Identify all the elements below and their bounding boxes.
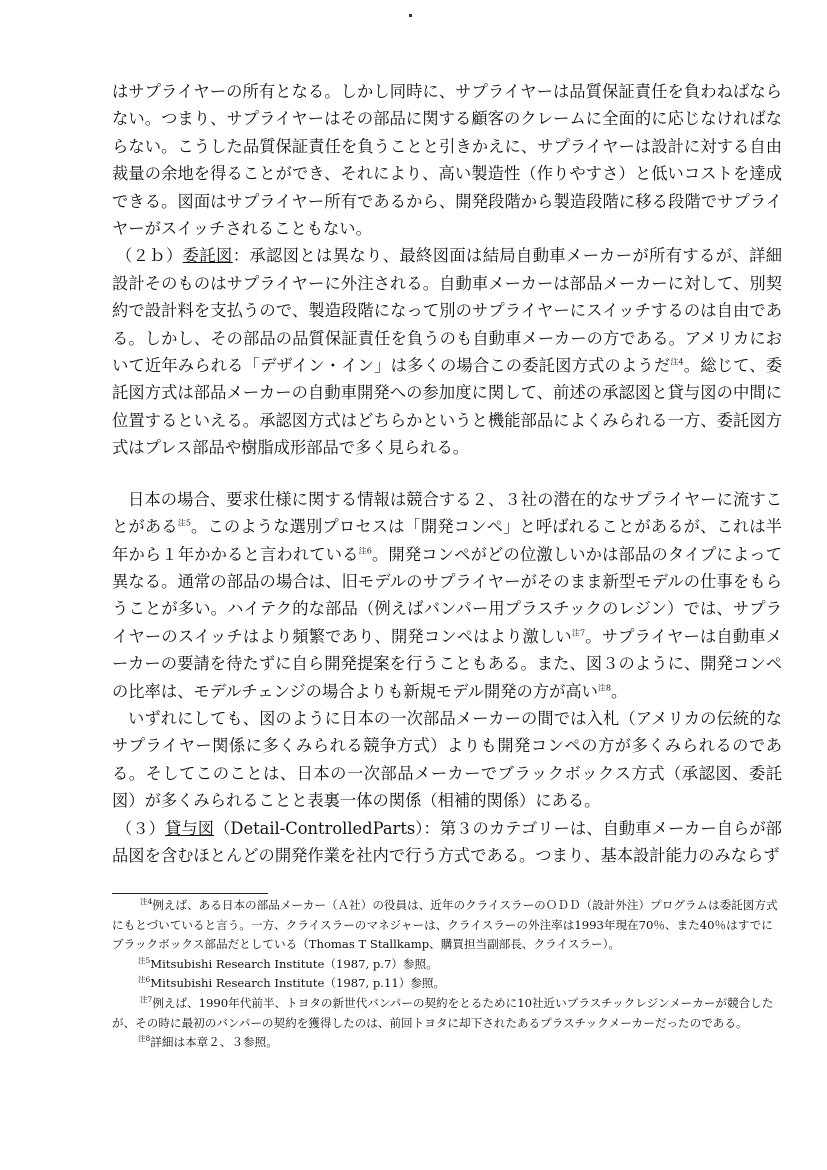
- term-consignment-drawing: 委託図: [182, 246, 233, 266]
- paragraph-consignment-drawing: （２ｂ）委託図：承認図とは異なり、最終図面は結局自動車メーカーが所有するが、詳細設計そのものはサプライヤーに外注される。自動車メーカーは部品メーカーに対して、別契約で設計料を支払うので、製造段階になって別のサプライヤーにスイッチするのは自由である。しかし、その部品の品質保証責任を負うのも自動車メーカーの方である。アメリカにおいて近年みられる「デザイン・イン」は多くの場合この委託図方式のようだ$^{注4}$。総じて、委託図方式は部品メーカーの自動車開発への参加度に関して、前述の承認図と貸与図の中間に位置するといえる。承認図方式はどちらかというと機能部品によくみられる一方、委託図方式はプレス部品や樹脂成形部品で多く見られる。: [112, 246, 782, 458]
- page-top-mark: [409, 14, 412, 17]
- footnote-6: $^{注6}$Mitsubishi Research Institute（1987, p.11）参照。: [138, 975, 446, 991]
- paragraph-bidding-vs-competition: いずれにしても、図のように日本の一次部品メーカーの間では入札（アメリカの伝統的なサプライヤー関係に多くみられる競争方式）よりも開発コンペの方が多くみられるのである。そしてこのことは、日本の一次部品メーカーでブラックボックス方式（承認図、委託図）が多くみられることと表裏一体の関係（相補的関係）にある。: [112, 708, 782, 811]
- paragraph-ownership: はサプライヤーの所有となる。しかし同時に、サプライヤーは品質保証責任を負わねばならない。つまり、サプライヤーはその部品に関する顧客のクレームに全面的に応じなければならない。こうした品質保証責任を負うことと引きかえに、サプライヤーは設計に対する自由裁量の余地を得ることができ、それにより、高い製造性（作りやすさ）と低いコストを達成できる。図面はサプライヤー所有であるから、開発段階から製造段階に移る段階でサプライヤーがスイッチされることもない。: [112, 82, 782, 239]
- footnote-ref-4: 注4: [670, 357, 684, 367]
- footnote-4: $^{注4}$例えば、ある日本の部品メーカー（Ａ社）の役員は、近年のクライスラーのＯＤＤ（設計外注）プログラムは委託図方式にもとづいていると言う。一方、クライスラーのマネジャーは、クライスラーの外注率は1993年現在70％、また40％はすでにブラックボックス部品だとしている（Thomas T Stallkamp、購買担当副部長、クライスラー）。: [112, 897, 778, 952]
- footnote-7: $^{注7}$例えば、1990年代前半、トヨタの新世代バンパーの契約をとるために10社近いプラスチックレジンメーカーが競合したが、その時に最初のバンパーの契約を獲得したのは、前回トヨタに却下されたあるプラスチックメーカーだったのである。: [112, 995, 774, 1030]
- footnote-8: $^{注8}$詳細は本章２、３参照。: [138, 1034, 278, 1050]
- footnote-5: $^{注5}$Mitsubishi Research Institute（1987, p.7）参照。: [138, 955, 438, 971]
- footnote-ref-6: 注6: [358, 546, 372, 556]
- footnote-ref-5: 注5: [177, 518, 191, 528]
- footnote-separator: [112, 893, 268, 894]
- paragraph-loaned-drawing: （３）貸与図（Detail-ControlledParts）：第３のカテゴリーは、自動車メーカー自らが部品図を含むほとんどの開発作業を社内で行う方式である。つまり、基本設計能力のみならず: [112, 818, 782, 865]
- paragraph-development-competition: 日本の場合、要求仕様に関する情報は競合する２、３社の潜在的なサプライヤーに流すことがある$^{注5}$。このような選別プロセスは「開発コンペ」と呼ばれることがあるが、これは半年から１年かかると言われている$^{注6}$。開発コンペがどの位激しいかは部品のタイプによって異なる。通常の部品の場合は、旧モデルのサプライヤーがそのまま新型モデルの仕事をもらうことが多い。ハイテク的な部品（例えばバンパー用プラスチックのレジン）では、サプライヤーのスイッチはより頻繁であり、開発コンペはより激しい$^{注7}$。サプライヤーは自動車メーカーの要請を待たずに自ら開発提案を行うこともある。また、図３のように、開発コンペの比率は、モデルチェンジの場合よりも新規モデル開発の方が高い$^{注8}$。: [112, 489, 782, 701]
- footnotes: [112, 896, 782, 1053]
- term-loaned-drawing: 貸与図: [165, 818, 215, 838]
- footnote-ref-8: 注8: [597, 683, 612, 693]
- main-text: [112, 78, 782, 869]
- footnote-ref-7: 注7: [571, 628, 586, 638]
